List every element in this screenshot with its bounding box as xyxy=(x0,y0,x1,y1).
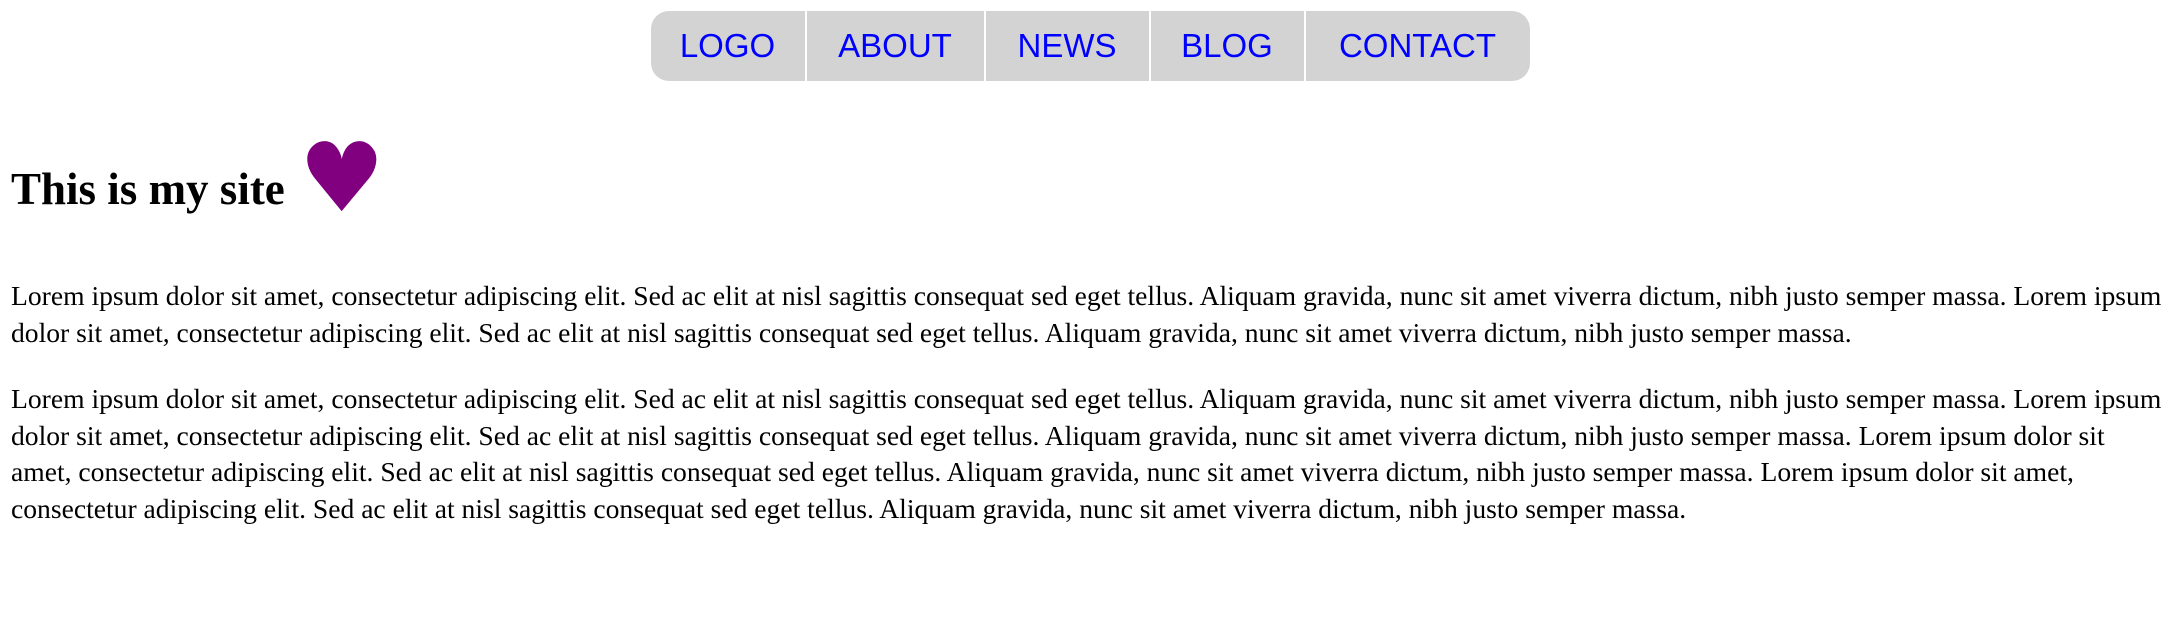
heart-icon: ♥ xyxy=(298,122,385,234)
nav-bar xyxy=(651,11,1530,81)
main-content xyxy=(11,278,2166,557)
page-title xyxy=(11,122,385,234)
page-title-text: This is my site xyxy=(11,164,285,214)
nav-item-logo[interactable]: LOGO xyxy=(651,11,807,81)
nav-item-about[interactable]: ABOUT xyxy=(807,11,986,81)
top-navigation xyxy=(0,11,2170,81)
paragraph-1: Lorem ipsum dolor sit amet, consectetur adipiscing elit. Sed ac elit at nisl sagittis consequat sed eget tellus. Aliquam gravida, nunc sit amet viverra dictum, nibh justo semper massa. Lorem ipsum dolor sit amet, consectetur adipiscing elit. Sed ac elit at nisl sagittis consequat sed eget tellus. Aliquam gravida, nunc sit amet viverra dictum, nibh justo semper massa. xyxy=(11,280,2162,348)
paragraph-2: Lorem ipsum dolor sit amet, consectetur adipiscing elit. Sed ac elit at nisl sagittis consequat sed eget tellus. Aliquam gravida, nunc sit amet viverra dictum, nibh justo semper massa. Lorem ipsum dolor sit amet, consectetur adipiscing elit. Sed ac elit at nisl sagittis consequat sed eget tellus. Aliquam gravida, nunc sit amet viverra dictum, nibh justo semper massa. Lorem ipsum dolor sit amet, consectetur adipiscing elit. Sed ac elit at nisl sagittis consequat sed eget tellus. Aliquam gravida, nunc sit amet viverra dictum, nibh justo semper massa. Lorem ipsum dolor sit amet, consectetur adipiscing elit. Sed ac elit at nisl sagittis consequat sed eget tellus. Aliquam gravida, nunc sit amet viverra dictum, nibh justo semper massa. xyxy=(11,383,2162,524)
nav-item-contact[interactable]: CONTACT xyxy=(1338,27,1497,64)
nav-item-news[interactable]: NEWS xyxy=(986,11,1151,81)
nav-item-blog[interactable]: BLOG xyxy=(1151,11,1306,81)
